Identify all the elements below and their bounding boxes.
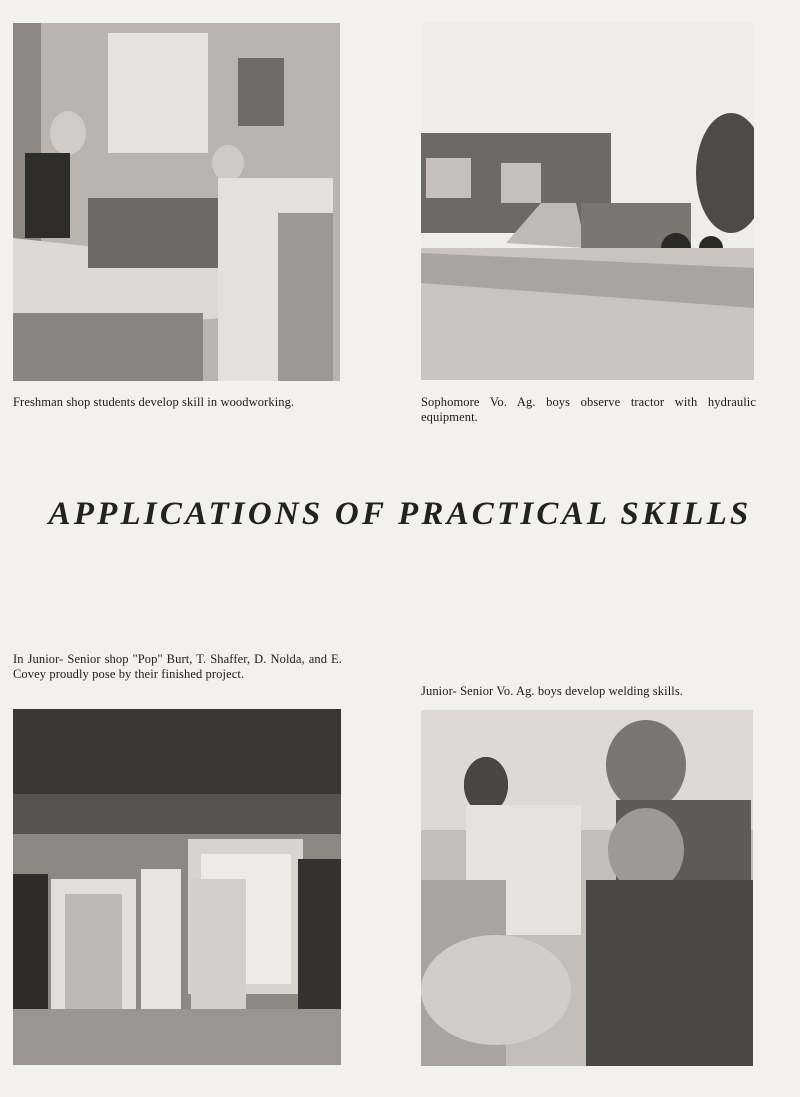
caption-tractor: Sophomore Vo. Ag. boys observe tractor with hydraulic equipment.	[421, 395, 756, 424]
photo-woodworking	[13, 23, 340, 381]
page-headline: APPLICATIONS OF PRACTICAL SKILLS	[48, 496, 752, 532]
caption-welding: Junior- Senior Vo. Ag. boys develop welding skills.	[421, 684, 684, 698]
photo-tractor	[421, 23, 754, 380]
photo-shop-project	[13, 709, 341, 1065]
caption-shop-project: In Junior- Senior shop "Pop" Burt, T. Shaffer, D. Nolda, and E. Covey proudly pose by their finished project.	[13, 652, 342, 681]
caption-woodworking: Freshman shop students develop skill in woodworking.	[13, 395, 295, 409]
photo-welding	[421, 710, 753, 1066]
